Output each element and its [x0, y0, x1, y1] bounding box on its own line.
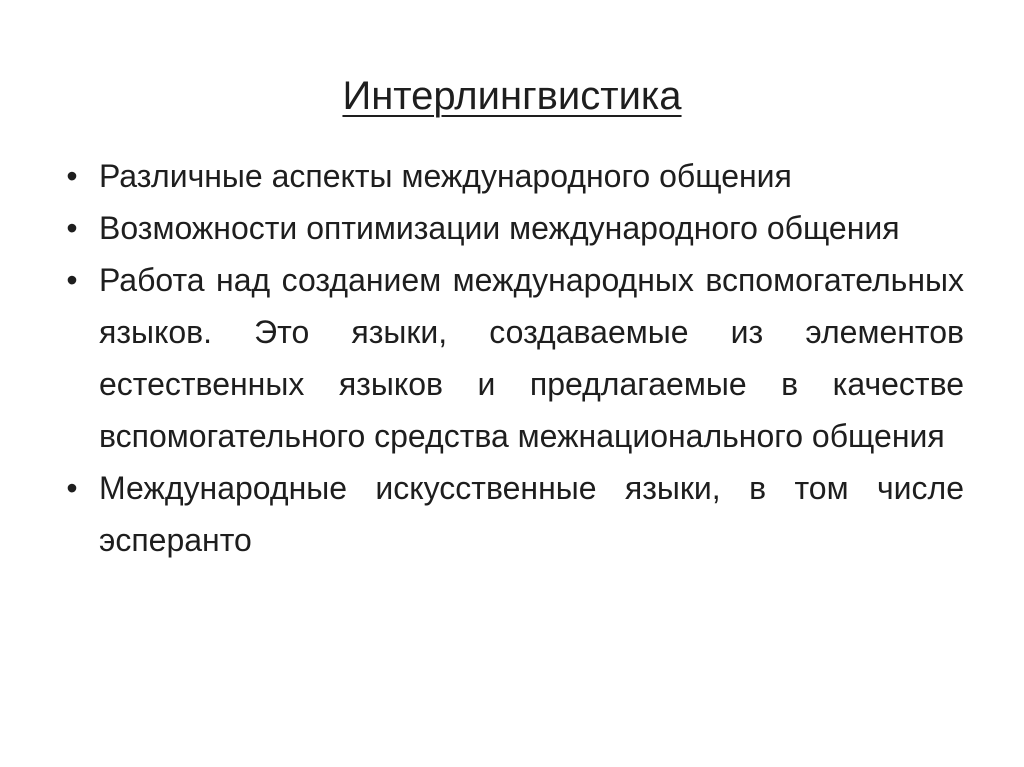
- bullet-item: [62, 462, 964, 566]
- bullet-dot-icon: •: [66, 262, 78, 298]
- slide-title-text: Интерлингвистика: [342, 74, 682, 118]
- bullet-item: [62, 202, 964, 254]
- bullet-item: [62, 150, 964, 202]
- bullet-dot-icon: •: [66, 470, 78, 506]
- bullet-item: [62, 254, 964, 462]
- bullet-text: Работа над созданием международных вспомогательных языков. Это языки, создаваемые из элементов естественных языков и предлагаемые в качестве вспомогательного средства межнационального общения: [99, 262, 964, 454]
- bullet-text: Различные аспекты международного общения: [99, 158, 792, 194]
- bullet-dot-icon: •: [66, 210, 78, 246]
- slide-title: [0, 68, 1024, 124]
- bullet-dot-icon: •: [66, 158, 78, 194]
- bullet-text: Международные искусственные языки, в том числе эсперанто: [99, 470, 964, 558]
- bullet-list: [62, 150, 964, 566]
- bullet-text: Возможности оптимизации международного общения: [99, 210, 900, 246]
